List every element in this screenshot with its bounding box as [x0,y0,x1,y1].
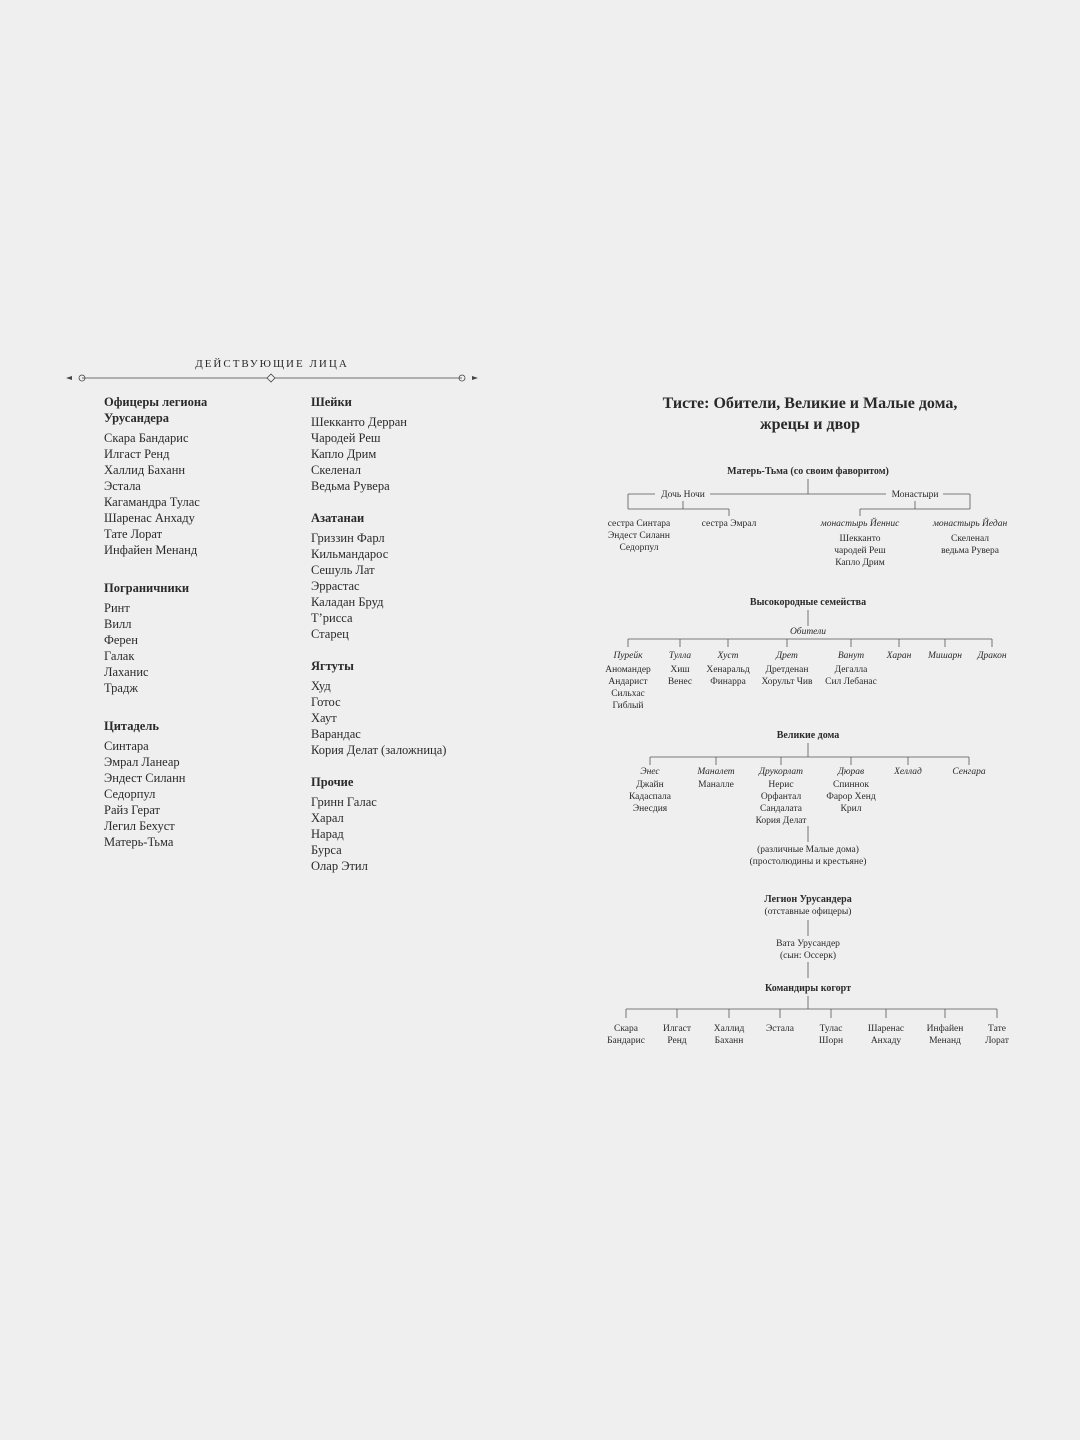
member-name: Кадаспала [628,792,672,802]
member-name: Хорульт Чив [761,677,813,687]
priest-name: Шекканто [839,534,881,544]
lesser-houses-label: (простолюдины и крестьяне) [749,857,867,867]
commanders-label: Командиры когорт [764,983,852,994]
character-name: Вилл [104,617,132,631]
character-name: Капло Дрим [311,447,377,461]
section-title: Пограничники [104,581,190,595]
officer-name: Илгаст [662,1024,692,1034]
running-head: ДЕЙСТВУЮЩИЕ ЛИЦА [195,358,349,370]
character-name: Гринн Галас [311,795,377,809]
monastery-name: монастырь Йеннис [820,519,900,529]
member-name: Финарра [710,677,746,687]
character-name: Ведьма Рувера [311,479,390,493]
member-name: Венес [667,677,693,687]
family-name: Дракон [977,651,1007,661]
section-title: Урусандера [104,411,170,425]
member-name: Андарист [608,677,648,687]
highborn-label: Высокородные семейства [749,597,867,608]
character-name: Райз Герат [104,803,161,817]
section-title: Прочие [311,775,354,789]
family-name: Харан [886,651,912,661]
character-name: Эмрал Ланеар [104,755,180,769]
member-name: Спиннок [832,780,870,790]
character-name: Седорпул [104,787,156,801]
member-name: Сандалата [760,804,802,814]
section-title: Ягтуты [311,659,354,673]
character-name: Инфайен Менанд [104,543,198,557]
character-name: Бурса [311,843,342,857]
house-name: Друкорлат [759,767,803,777]
lesser-houses-label: (различные Малые дома) [757,845,859,855]
officer-name: Ренд [667,1036,687,1046]
character-name: Чародей Реш [311,431,381,445]
priest-name: сестра Эмрал [701,519,757,529]
officer-name: Лорат [985,1036,1009,1046]
character-name: Тате Лорат [104,527,163,541]
officer-name: Халлид [713,1024,745,1034]
section-title: Офицеры легиона [104,395,208,409]
character-name: Галак [104,649,135,663]
character-name: Ринт [104,601,130,615]
legion-sublabel: (отставные офицеры) [764,907,852,917]
officer-name: Инфайен [926,1024,964,1034]
character-name: Каладан Бруд [311,595,384,609]
house-name: Сенгара [952,767,986,777]
character-name: Традж [104,681,138,695]
character-name: Легил Бехуст [104,819,175,833]
character-name: Шаренас Анхаду [104,511,195,525]
mother-darkness-label: Матерь-Тьма (со своим фаворитом) [727,466,889,477]
vatha-label: (сын: Оссерк) [779,951,837,961]
member-name: Аномандер [605,665,651,675]
family-name: Ванут [837,651,865,661]
character-name: Матерь-Тьма [104,835,174,849]
monastery-name: монастырь Йедан [932,519,1008,529]
character-name: Эррастас [311,579,360,593]
priest-name: чародей Реш [834,546,886,556]
member-name: Хенаральд [706,665,750,675]
chart-title-line: Тисте: Обители, Великие и Малые дома, [662,395,958,412]
member-name: Орфантал [760,792,802,802]
section-title: Цитадель [104,719,159,733]
priest-name: ведьма Рувера [941,546,999,556]
officer-name: Тулас [819,1024,843,1034]
family-name: Пурейк [613,651,643,661]
member-name: Сил Лебанас [825,677,877,687]
character-name: Гриззин Фарл [311,531,385,545]
character-name: Нарад [311,827,344,841]
character-name: Илгаст Ренд [104,447,170,461]
member-name: Гиблый [612,701,644,711]
officer-name: Шорн [818,1036,844,1046]
priest-name: сестра Синтара [607,519,671,529]
officer-name: Баханн [714,1036,744,1046]
member-name: Маналле [698,780,734,790]
member-name: Кория Делат [755,816,807,826]
member-name: Сильхас [611,689,645,699]
priest-name: Эндест Силанн [608,531,670,541]
character-name: Кория Делат (заложница) [311,743,447,757]
member-name: Нерис [768,780,794,790]
member-name: Фарор Хенд [826,792,876,802]
character-name: Кильмандарос [311,547,389,561]
character-name: Харал [311,811,344,825]
house-name: Маналет [697,767,735,777]
character-name: Худ [311,679,331,693]
officer-name: Эстала [765,1024,795,1034]
character-name: Лаханис [104,665,149,679]
officer-name: Менанд [929,1036,961,1046]
section-title: Азатанаи [311,511,365,525]
character-name: Сешуль Лат [311,563,375,577]
member-name: Джайн [636,780,664,790]
legion-label: Легион Урусандера [764,894,852,905]
family-name: Хуст [717,651,739,661]
family-name: Дрет [776,651,798,661]
house-name: Хеллад [894,767,922,777]
member-name: Дегалла [834,665,868,675]
officer-name: Скара [614,1024,638,1034]
officer-name: Бандарис [607,1036,645,1046]
member-name: Крил [840,804,862,814]
priest-name: Скеленал [950,534,990,544]
daughter-of-night-label: Дочь Ночи [661,490,705,500]
character-name: Хаут [311,711,337,725]
member-name: Хиш [670,665,690,675]
priest-name: Седорпул [619,543,659,553]
chart-title-line: жрецы и двор [759,416,861,433]
character-name: Скара Бандарис [104,431,189,445]
family-name: Мишарн [927,651,963,661]
character-name: Варандас [311,727,361,741]
character-name: Синтара [104,739,149,753]
priest-name: Капло Дрим [835,558,885,568]
character-name: Готос [311,695,341,709]
character-name: Старец [311,627,349,641]
house-name: Дюрав [837,767,865,777]
character-name: Эндест Силанн [104,771,186,785]
section-title: Шейки [311,395,352,409]
member-name: Энесдия [632,804,668,814]
member-name: Дретденан [765,665,809,675]
character-name: Ферен [104,633,138,647]
character-name: Эстала [104,479,141,493]
family-name: Тулла [668,651,692,661]
dwellings-label: Обители [789,627,827,637]
character-name: Шекканто Дерран [311,415,407,429]
vatha-label: Вата Урусандер [776,939,840,949]
monasteries-label: Монастыри [891,490,939,500]
character-name: Халлид Баханн [104,463,186,477]
character-name: Т’рисса [311,611,353,625]
officer-name: Шаренас [867,1024,905,1034]
character-name: Олар Этил [311,859,368,873]
character-name: Кагамандра Тулас [104,495,200,509]
great-houses-label: Великие дома [776,730,840,741]
officer-name: Анхаду [870,1036,902,1046]
officer-name: Тате [988,1024,1006,1034]
character-name: Скеленал [311,463,362,477]
house-name: Энес [640,767,660,777]
